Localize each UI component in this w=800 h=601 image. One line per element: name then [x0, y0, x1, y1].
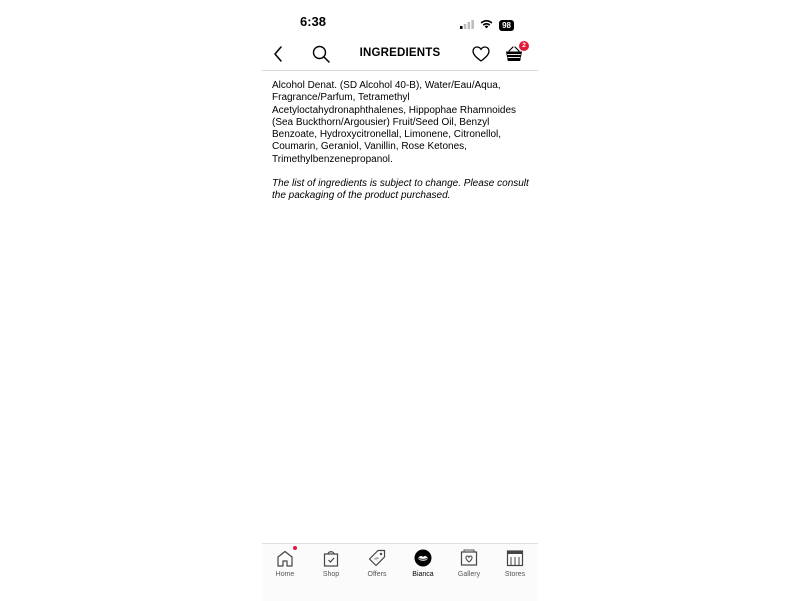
home-icon [275, 548, 295, 568]
status-time: 6:38 [300, 14, 327, 29]
tab-home[interactable] [262, 544, 308, 601]
tab-label: Shop [322, 571, 340, 578]
cart-button[interactable] [504, 44, 524, 64]
tab-label: Home [275, 571, 295, 578]
svg-text:%: % [373, 555, 381, 563]
signal-icon [460, 16, 474, 34]
heart-icon [472, 46, 490, 62]
ingredients-content [272, 80, 534, 203]
tab-label: Bianca [412, 571, 434, 578]
tab-label: Gallery [457, 571, 481, 578]
tag-icon [367, 548, 387, 568]
wishlist-button[interactable] [471, 44, 491, 64]
tab-shop[interactable] [308, 544, 354, 601]
battery-indicator: 98 [499, 20, 514, 31]
store-icon [505, 548, 525, 568]
shopping-bag-icon [321, 548, 341, 568]
ingredients-list-text: Alcohol Denat. (SD Alcohol 40-B), Water/Eau/Aqua, Fragrance/Parfum, Tetramethyl Acetyloctahydronaphthalenes, Hippophae Rhamnoides (Sea Buckthorn/Argousier) Fruit/Seed Oil, Benzyl Benzoate, Hydroxycitronellal, Limonene, Citronellol, Coumarin, Geraniol, Vanillin, Rose Ketones, Trimethylbenzenepropanol. [272, 80, 517, 165]
tab-label: Stores [504, 571, 526, 578]
tab-stores[interactable] [492, 544, 538, 601]
page-title: INGREDIENTS [359, 47, 441, 59]
tab-bar [262, 543, 538, 601]
status-icons [460, 16, 514, 34]
phone-screen [262, 0, 538, 600]
nav-bar [262, 38, 538, 71]
notification-dot [293, 546, 297, 550]
tab-label: Offers [367, 571, 387, 578]
tab-bianca[interactable] [400, 544, 446, 601]
tab-gallery[interactable] [446, 544, 492, 601]
tab-offers[interactable] [354, 544, 400, 601]
lips-icon [413, 548, 433, 568]
gallery-icon [459, 548, 479, 568]
cart-count-badge: 2 [519, 41, 529, 51]
wifi-icon [480, 16, 493, 34]
ingredients-disclaimer: The list of ingredients is subject to change. Please consult the packaging of the product purchased. [272, 178, 529, 202]
